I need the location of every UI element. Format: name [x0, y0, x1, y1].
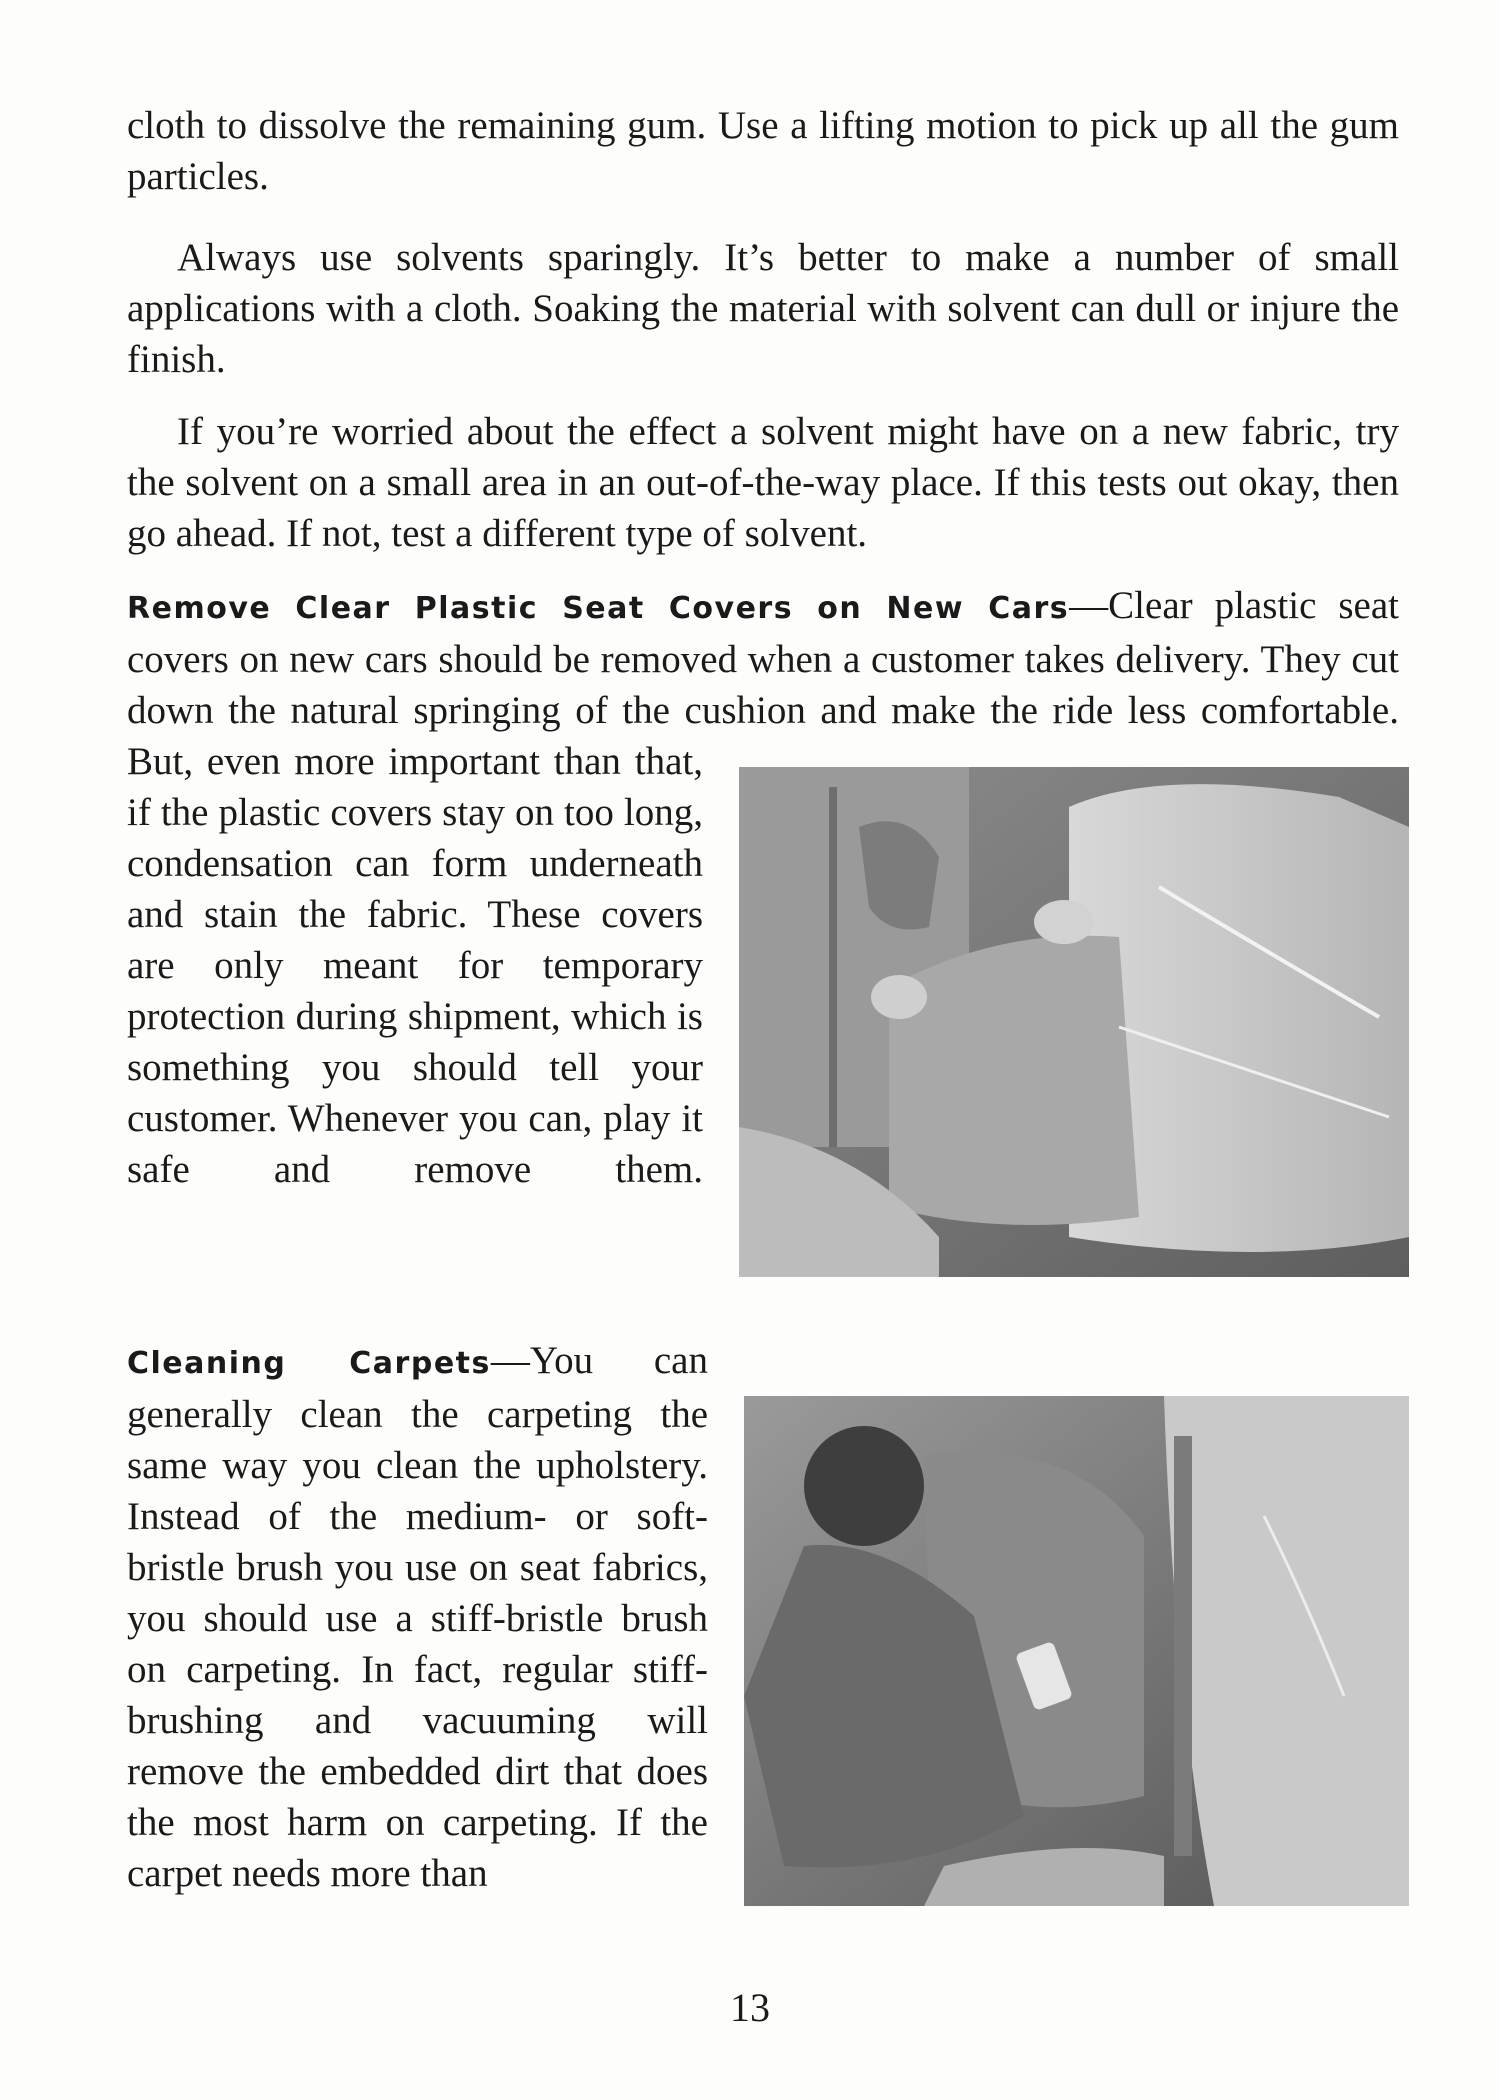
solvents-text: Always use solvents sparingly. It’s better to make a number of small applications with a cloth. Soaking the material with solvent can dull or injure the finish. — [127, 236, 1399, 381]
plastic-seat-cover-photo — [739, 767, 1409, 1277]
plastic-body-text: Clear plastic seat covers on new cars should be removed when a customer takes delivery. They cut down the natural springing of the cushion and make the ride less comfortable. But, even more important than that, if the plastic covers stay on too long, condensation can form underneath and stain the fabric. These covers are only meant for temporary protection during shipment, which is something you should tell your customer. Whenever you can, play it safe and remove them. — [127, 584, 1399, 1191]
carpets-heading-dash: — — [490, 1339, 530, 1382]
page-number: 13 — [730, 1985, 770, 2030]
worried-text: If you’re worried about the effect a solvent might have on a new fabric, try the solvent on a small area in an out-of-the-way place. If this tests out okay, then go ahead. If not, test a different type of solvent. — [127, 410, 1399, 555]
plastic-covers-section — [127, 580, 1399, 1277]
carpet-cleaning-illustration — [744, 1396, 1409, 1906]
seat-cover-illustration — [739, 767, 1409, 1277]
plastic-section-heading: Remove Clear Plastic Seat Covers on New Cars — [127, 591, 1070, 626]
worried-paragraph — [127, 406, 1399, 559]
plastic-heading-dash: — — [1069, 584, 1109, 627]
carpets-section-heading: Cleaning Carpets — [127, 1346, 491, 1381]
continuation-text: cloth to dissolve the remaining gum. Use a lifting motion to pick up all the gum particles. — [127, 104, 1399, 198]
carpet-cleaning-photo — [744, 1396, 1409, 1906]
carpets-section — [127, 1335, 1399, 1906]
continuation-paragraph — [127, 100, 1399, 202]
carpets-body-text: You can generally clean the carpeting the same way you clean the upholstery. Instead of the medium- or soft-bristle brush you use on seat fabrics, you should use a stiff-bristle brush on carpeting. In fact, regular stiff-brushing and vacuuming will remove the embedded dirt that does the most harm on carpeting. If the carpet needs more than — [127, 1339, 708, 1895]
solvents-paragraph — [127, 232, 1399, 385]
